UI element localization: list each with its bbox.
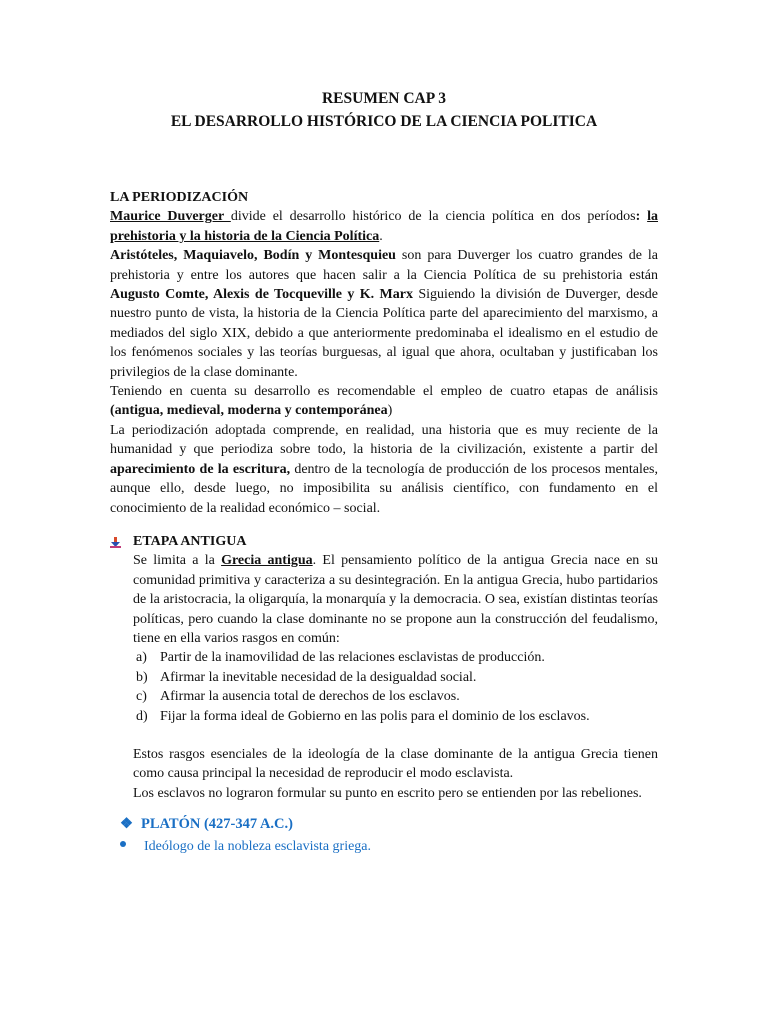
paragraph-text: son para Duverger los cuatro grandes de la prehistoria y entre los autores que hacen salir a la Ciencia Política de su prehistoria están	[110, 248, 658, 283]
list-item-text: Partir de la inamovilidad de las relaciones esclavistas de producción.	[160, 650, 545, 666]
etapas-list: (antigua, medieval, moderna y contemporánea	[110, 403, 388, 419]
arrow-bullet-icon	[110, 537, 121, 548]
paragraph-duverger	[110, 207, 658, 246]
document-subtitle: EL DESARROLLO HISTÓRICO DE LA CIENCIA POLITICA	[170, 113, 598, 130]
list-item	[110, 837, 658, 856]
paragraph-authors	[110, 246, 658, 382]
paragraph-rasgos: Estos rasgos esenciales de la ideología de la clase dominante de la antigua Grecia tienen como causa principal la necesidad de reproducir el modo esclavista.	[133, 746, 658, 782]
paragraph-esclavos: Los esclavos no lograron formular su punto en escrito pero se entienden por las rebeliones.	[133, 785, 642, 801]
list-item-text: Fijar la forma ideal de Gobierno en las polis para el dominio de los esclavos.	[160, 708, 590, 724]
list-item-text: Afirmar la inevitable necesidad de la desigualdad social.	[160, 669, 477, 685]
list-item	[133, 687, 658, 706]
platon-heading-text: PLATÓN (427-347 A.C.)	[141, 816, 293, 833]
paragraph-text: Se limita a la	[133, 553, 222, 569]
list-letter: d)	[136, 708, 148, 724]
paragraph-text: divide el desarrollo histórico de la ciencia política en dos períodos	[230, 209, 636, 225]
paragraph-text: Siguiendo la división de Duverger, desde nuestro punto de vista, la historia de la Ciencia Política parte del aparecimiento del marxismo, a mediados del siglo XIX, debido a que anteriormente predominaba el idealismo en el estudio de los fenómenos sociales y las teorías burguesas, al igual que ahora, ocultaban y justificaban los privilegios de la clase dominante.	[110, 287, 658, 380]
paragraph-text: La periodización adoptada comprende, en realidad, una historia que es muy reciente de la humanidad y que periodiza sobre todo, la historia de la civilización, existente a partir del	[110, 422, 658, 458]
list-item	[133, 668, 658, 687]
period-names: la prehistoria y la historia de la Ciencia Política	[110, 209, 659, 244]
paragraph-text: Teniendo en cuenta su desarrollo es recomendable el empleo de cuatro etapas de análisis	[110, 384, 658, 400]
list-item	[133, 648, 658, 667]
diamond-bullet-icon: ❖	[120, 816, 133, 833]
paren-close: )	[387, 403, 393, 419]
paragraph-text: . El pensamiento político de la antigua Grecia nace en su comunidad primitiva y caracteriza a su desintegración. En la antigua Grecia, hubo partidarios de la aristocracia, la oligarquía, la monarquía y la democracia. O sea, existían distintas teorías políticas, pero cuando la clase dominante no se propone aun la construcción del feudalismo, tiene en ella varios rasgos en común:	[133, 553, 659, 646]
section-heading-etapa-antigua: ETAPA ANTIGUA	[133, 533, 247, 549]
list-letter: a)	[136, 650, 147, 666]
list-item	[133, 707, 658, 726]
grecia-antigua-term: Grecia antigua	[221, 553, 313, 569]
dot-bullet-icon	[120, 841, 126, 847]
period-mark: .	[379, 228, 383, 244]
document-body	[110, 188, 658, 856]
paragraph-text: dentro de la tecnología de producción de los procesos mentales, aunque ello, desde luego, no imposibilita su análisis científico, con fundamento en el conocimiento de la realidad económico – social.	[110, 461, 658, 516]
rasgos-list	[133, 648, 658, 726]
paragraph-etapas	[110, 382, 658, 421]
list-letter: c)	[136, 689, 147, 705]
authors-history: Augusto Comte, Alexis de Tocqueville y K. Marx	[110, 287, 413, 303]
paragraph-grecia	[133, 551, 658, 648]
author-name: Maurice Duverger	[110, 209, 231, 225]
paragraph-periodizacion	[110, 421, 658, 518]
document-title: RESUMEN CAP 3	[321, 90, 446, 107]
list-letter: b)	[136, 669, 148, 685]
colon: :	[635, 209, 641, 225]
authors-prehistory: Aristóteles, Maquiavelo, Bodín y Montesquieu	[110, 248, 396, 264]
list-item-text: Afirmar la ausencia total de derechos de los esclavos.	[160, 689, 460, 705]
section-etapa-antigua	[110, 532, 658, 803]
section-heading-periodizacion: LA PERIODIZACIÓN	[110, 190, 249, 205]
spacer	[133, 726, 658, 745]
document-title-block	[0, 87, 768, 133]
list-item-text: Ideólogo de la nobleza esclavista griega.	[144, 838, 372, 854]
escritura-phrase: aparecimiento de la escritura,	[110, 461, 291, 477]
section-heading-platon	[110, 815, 658, 834]
